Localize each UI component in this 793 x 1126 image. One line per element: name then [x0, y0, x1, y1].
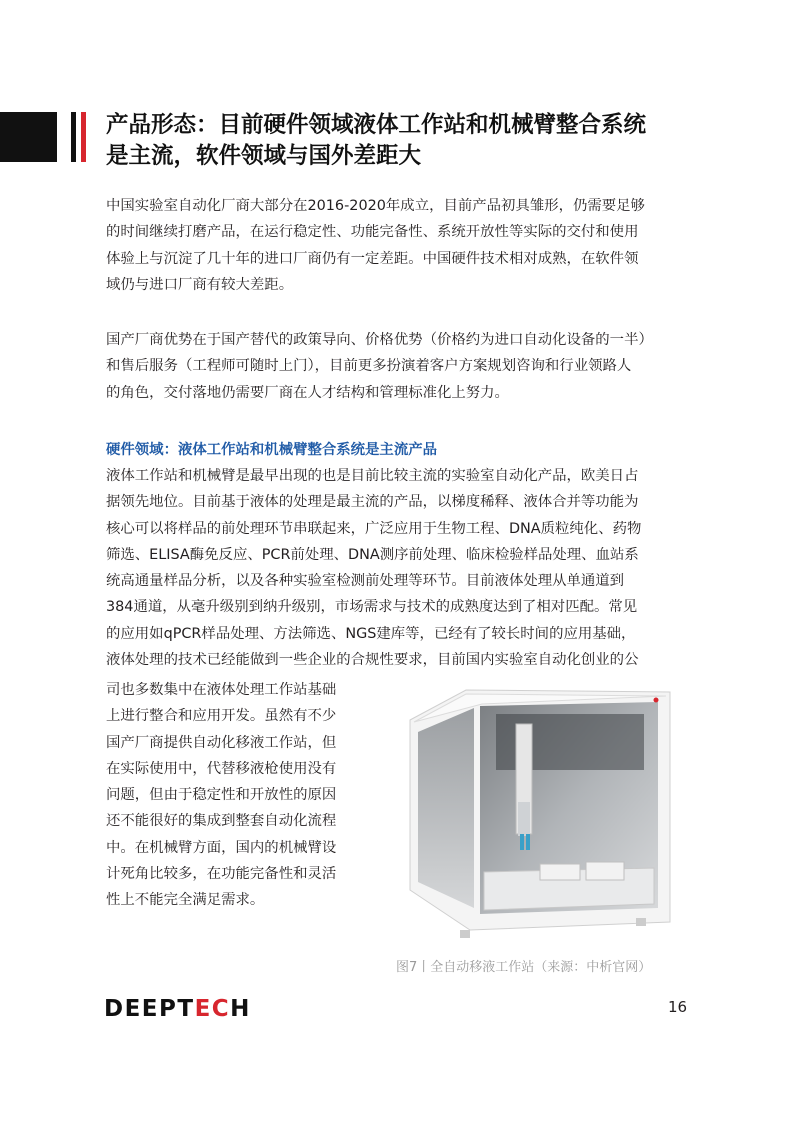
text-line: 体验上与沉淀了几十年的进口厂商仍有一定差距。中国硬件技术相对成熟，在软件领 — [106, 250, 639, 267]
logo-text-suffix: H — [230, 996, 251, 1022]
workstation-illustration — [400, 682, 680, 944]
liquid-workstation-image — [400, 682, 680, 944]
paragraph-1 — [106, 193, 696, 298]
text-line: 的角色，交付落地仍需要厂商在人才结构和管理标准化上努力。 — [106, 384, 509, 401]
text-line: 还不能很好的集成到整套自动化流程 — [106, 813, 337, 830]
text-line: 问题，但由于稳定性和开放性的原因 — [106, 787, 337, 804]
text-line: 在实际使用中，代替移液枪使用没有 — [106, 760, 337, 777]
paragraph-2 — [106, 327, 696, 406]
text-line: 的应用如qPCR样品处理、方法筛选、NGS建库等，已经有了较长时间的应用基础， — [106, 625, 636, 642]
text-line: 性上不能完全满足需求。 — [106, 892, 265, 909]
text-line: 国产厂商提供自动化移液工作站，但 — [106, 734, 337, 751]
text-line: 的时间继续打磨产品，在运行稳定性、功能完备性、系统开放性等实际的交付和使用 — [106, 224, 639, 241]
figure-caption: 图7丨全自动移液工作站（来源：中析官网） — [396, 960, 652, 975]
section-title-line-2: 是主流，软件领域与国外差距大 — [106, 143, 422, 169]
text-line: 统高通量样品分析，以及各种实验室检测前处理等环节。目前液体处理从单通道到 — [106, 573, 625, 590]
header-black-bar — [71, 112, 76, 162]
subheading-hardware: 硬件领域：液体工作站和机械臂整合系统是主流产品 — [106, 442, 437, 458]
text-line: 国产厂商优势在于国产替代的政策导向、价格优势（价格约为进口自动化设备的一半） — [106, 332, 653, 348]
text-line: 中。在机械臂方面，国内的机械臂设 — [106, 839, 337, 856]
logo-text-prefix: DEEPT — [104, 996, 195, 1022]
section-title — [106, 110, 746, 172]
text-line: 液体工作站和机械臂是最早出现的也是目前比较主流的实验室自动化产品，欧美日占 — [106, 468, 639, 484]
page-number: 16 — [668, 998, 688, 1016]
section-title-line-1: 产品形态：目前硬件领域液体工作站和机械臂整合系统 — [106, 112, 647, 138]
text-line: 域仍与进口厂商有较大差距。 — [106, 276, 294, 293]
text-line: 司也多数集中在液体处理工作站基础 — [106, 682, 337, 698]
text-line: 筛选、ELISA酶免反应、PCR前处理、DNA测序前处理、临床检验样品处理、血站系 — [106, 546, 639, 563]
text-line: 计死角比较多，在功能完备性和灵活 — [106, 866, 337, 883]
text-line: 液体处理的技术已经能做到一些企业的合规性要求，目前国内实验室自动化创业的公 — [106, 652, 639, 669]
text-line: 384通道，从毫升级别到纳升级别，市场需求与技术的成熟度达到了相对匹配。常见 — [106, 599, 638, 616]
paragraph-4 — [106, 677, 386, 914]
text-line: 核心可以将样品的前处理环节串联起来，广泛应用于生物工程、DNA质粒纯化、药物 — [106, 520, 642, 537]
paragraph-3 — [106, 463, 696, 673]
logo-text-accent: EC — [194, 996, 231, 1022]
text-line: 据领先地位。目前基于液体的处理是最主流的产品，以梯度稀释、液体合并等功能为 — [106, 494, 639, 511]
text-line: 上进行整合和应用开发。虽然有不少 — [106, 708, 337, 725]
header-black-block — [0, 112, 57, 162]
deeptech-logo — [104, 996, 251, 1022]
header-red-bar — [81, 112, 86, 162]
text-line: 和售后服务（工程师可随时上门），目前更多扮演着客户方案规划咨询和行业领路人 — [106, 358, 632, 375]
text-line: 中国实验室自动化厂商大部分在2016-2020年成立，目前产品初具雏形，仍需要足够 — [106, 198, 645, 214]
